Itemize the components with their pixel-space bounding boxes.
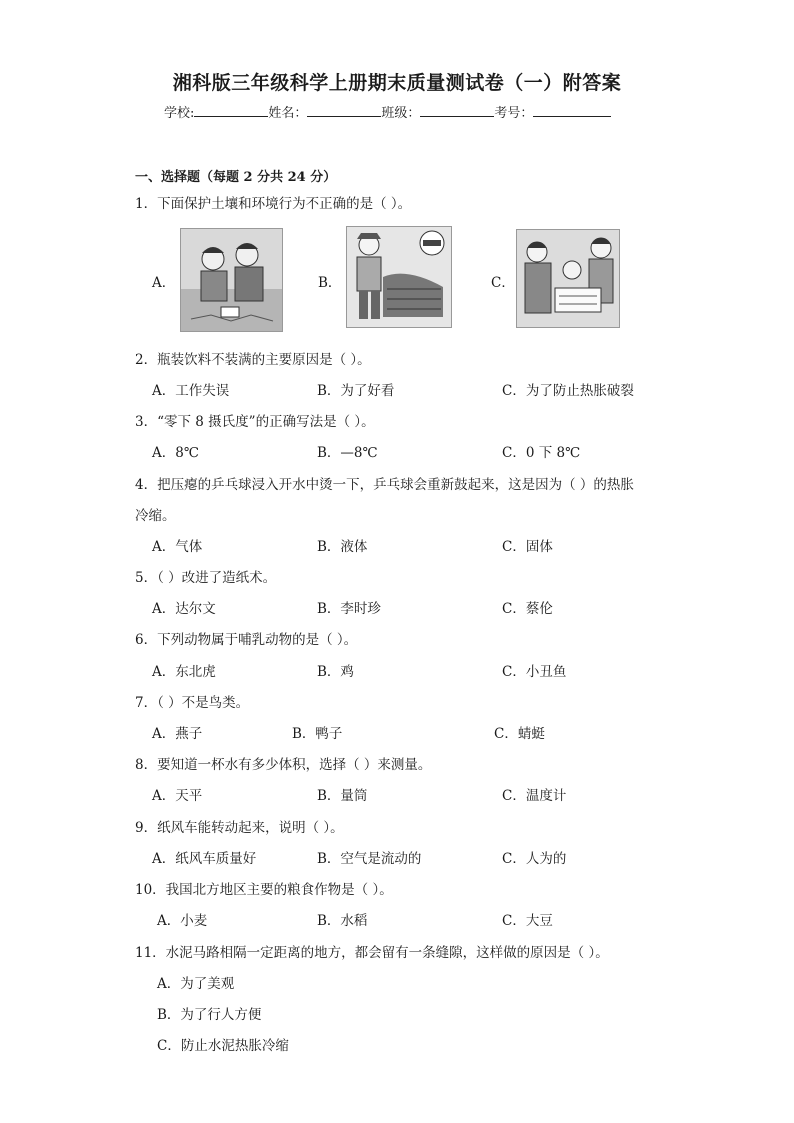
q3-option-c[interactable]: C．0 下 8℃ bbox=[502, 445, 581, 461]
q1-option-a-label: A． bbox=[152, 275, 176, 291]
question-7: 7．（ ）不是鸟类。 bbox=[135, 695, 250, 711]
q6-option-c[interactable]: C．小丑鱼 bbox=[502, 664, 567, 680]
q5-option-a[interactable]: A．达尔文 bbox=[152, 601, 216, 617]
exam-no-blank[interactable] bbox=[533, 103, 611, 117]
q11-option-c[interactable]: C．防止水泥热胀冷缩 bbox=[157, 1038, 289, 1054]
q7-option-c[interactable]: C．蜻蜓 bbox=[494, 726, 545, 742]
question-5: 5．（ ）改进了造纸术。 bbox=[135, 570, 277, 586]
q4-option-b[interactable]: B．液体 bbox=[317, 539, 368, 555]
q7-option-b[interactable]: B．鸭子 bbox=[292, 726, 343, 742]
q7-option-a[interactable]: A．燕子 bbox=[152, 726, 203, 742]
q4-option-c[interactable]: C．固体 bbox=[502, 539, 553, 555]
q6-option-b[interactable]: B．鸡 bbox=[317, 664, 354, 680]
question-1: 1．下面保护土壤和环境行为不正确的是（ ）。 bbox=[135, 196, 412, 212]
name-blank[interactable] bbox=[307, 103, 381, 117]
page-title: 湘科版三年级科学上册期末质量测试卷（一）附答案 bbox=[172, 72, 622, 94]
question-9: 9．纸风车能转动起来，说明（ ）。 bbox=[135, 820, 344, 836]
q1-option-c-label: C． bbox=[491, 275, 515, 291]
q1-option-b-label: B． bbox=[318, 275, 342, 291]
question-8: 8．要知道一杯水有多少体积，选择（ ）来测量。 bbox=[135, 757, 432, 773]
q10-option-b[interactable]: B．水稻 bbox=[317, 913, 368, 929]
q1-image-b-farmer-spraying bbox=[346, 226, 452, 328]
exam-no-label: 考号： bbox=[494, 106, 534, 121]
question-10: 10．我国北方地区主要的粮食作物是（ ）。 bbox=[135, 882, 393, 898]
q8-option-c[interactable]: C．温度计 bbox=[502, 788, 567, 804]
q1-image-c-students-sign bbox=[516, 229, 620, 328]
q9-option-c[interactable]: C．人为的 bbox=[502, 851, 567, 867]
q10-option-a[interactable]: A．小麦 bbox=[157, 913, 208, 929]
class-label: 班级： bbox=[381, 106, 421, 121]
school-label: 学校: bbox=[164, 106, 195, 121]
q11-option-b[interactable]: B．为了行人方便 bbox=[157, 1007, 262, 1023]
q1-image-a-children-planting bbox=[180, 228, 283, 332]
name-label: 姓名： bbox=[268, 106, 308, 121]
q5-option-c[interactable]: C．蔡伦 bbox=[502, 601, 553, 617]
q3-option-a[interactable]: A．8℃ bbox=[152, 445, 199, 461]
q11-option-a[interactable]: A．为了美观 bbox=[157, 976, 235, 992]
q4-option-a[interactable]: A．气体 bbox=[152, 539, 203, 555]
question-4-continued: 冷缩。 bbox=[135, 508, 176, 524]
student-info-row bbox=[164, 102, 611, 121]
question-11: 11．水泥马路相隔一定距离的地方，都会留有一条缝隙，这样做的原因是（ ）。 bbox=[135, 945, 609, 961]
question-2: 2．瓶装饮料不装满的主要原因是（ ）。 bbox=[135, 352, 371, 368]
question-4: 4．把压瘪的乒乓球浸入开水中烫一下，乒乓球会重新鼓起来，这是因为（ ）的热胀 bbox=[135, 477, 634, 493]
question-6: 6．下列动物属于哺乳动物的是（ ）。 bbox=[135, 632, 358, 648]
section-heading: 一、选择题（每题 2 分共 24 分） bbox=[135, 170, 337, 185]
q10-option-c[interactable]: C．大豆 bbox=[502, 913, 553, 929]
q3-option-b[interactable]: B．—8℃ bbox=[317, 445, 378, 461]
q5-option-b[interactable]: B．李时珍 bbox=[317, 601, 381, 617]
q2-option-a[interactable]: A．工作失误 bbox=[152, 383, 230, 399]
q8-option-b[interactable]: B．量筒 bbox=[317, 788, 368, 804]
class-blank[interactable] bbox=[420, 103, 494, 117]
q6-option-a[interactable]: A．东北虎 bbox=[152, 664, 216, 680]
q2-option-b[interactable]: B．为了好看 bbox=[317, 383, 395, 399]
q9-option-b[interactable]: B．空气是流动的 bbox=[317, 851, 422, 867]
q2-option-c[interactable]: C．为了防止热胀破裂 bbox=[502, 383, 634, 399]
question-3: 3．“零下 8 摄氏度”的正确写法是（ ）。 bbox=[135, 414, 375, 430]
q8-option-a[interactable]: A．天平 bbox=[152, 788, 203, 804]
school-blank[interactable] bbox=[194, 103, 268, 117]
q9-option-a[interactable]: A．纸风车质量好 bbox=[152, 851, 257, 867]
